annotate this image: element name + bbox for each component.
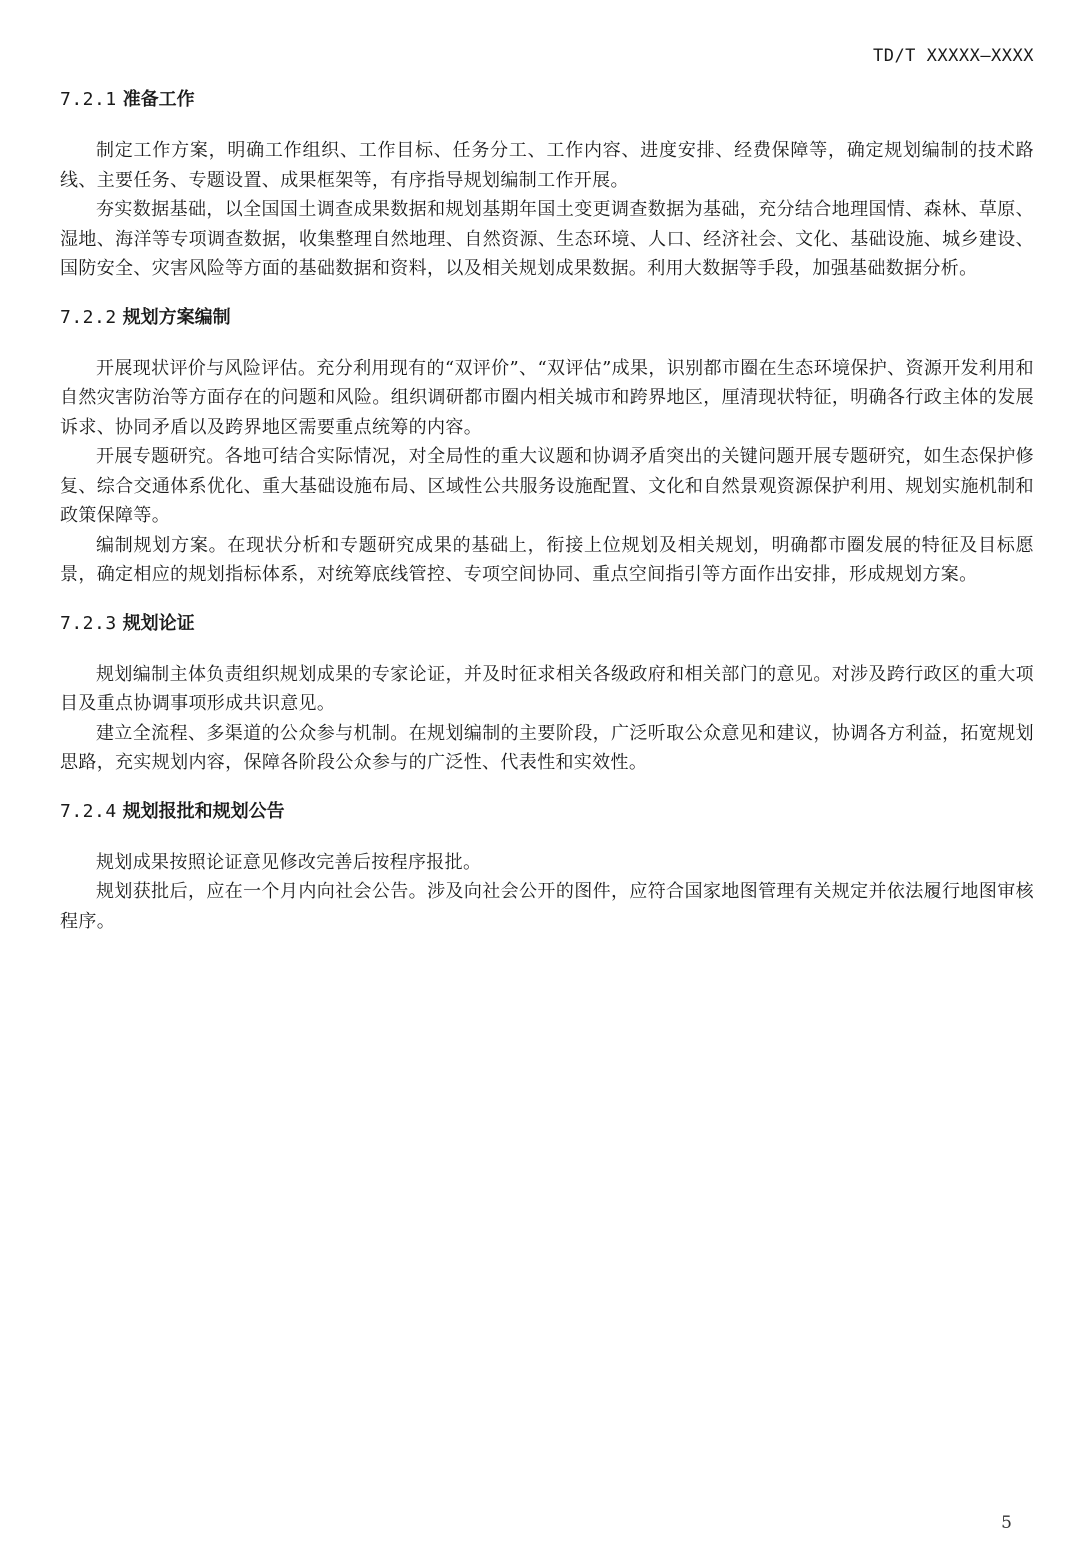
paragraph: 规划成果按照论证意见修改完善后按程序报批。 bbox=[96, 851, 482, 873]
section-7-2-1 bbox=[60, 84, 1034, 284]
section-7-2-3 bbox=[60, 608, 1034, 778]
paragraph: 开展现状评价与风险评估。充分利用现有的“双评价”、“双评估”成果，识别都市圈在生态环境保护、资源开发利用和自然灾害防治等方面存在的问题和风险。组织调研都市圈内相关城市和跨界地区，厘清现状特征，明确各行政主体的发展诉求、协同矛盾以及跨界地区需要重点统筹的内容。 bbox=[60, 357, 1034, 438]
paragraph: 建立全流程、多渠道的公众参与机制。在规划编制的主要阶段，广泛听取公众意见和建议，协调各方利益，拓宽规划思路，充实规划内容，保障各阶段公众参与的广泛性、代表性和实效性。 bbox=[60, 722, 1034, 773]
section-7-2-2 bbox=[60, 302, 1034, 590]
section-title: 规划方案编制 bbox=[122, 306, 231, 328]
section-number: 7.2.4 bbox=[60, 800, 117, 822]
section-heading bbox=[60, 796, 1034, 828]
section-title: 规划论证 bbox=[122, 612, 195, 634]
section-title: 规划报批和规划公告 bbox=[122, 800, 285, 822]
section-number: 7.2.1 bbox=[60, 89, 117, 110]
paragraph: 开展专题研究。各地可结合实际情况，对全局性的重大议题和协调矛盾突出的关键问题开展专题研究，如生态保护修复、综合交通体系优化、重大基础设施布局、区域性公共服务设施配置、文化和自然景观资源保护利用、规划实施机制和政策保障等。 bbox=[60, 446, 1034, 526]
section-7-2-4 bbox=[60, 796, 1034, 937]
page-number: 5 bbox=[1001, 1513, 1012, 1533]
section-number: 7.2.3 bbox=[60, 612, 117, 634]
section-heading bbox=[60, 84, 1034, 116]
document-code: TD/T XXXXX—XXXX bbox=[872, 46, 1034, 66]
section-number: 7.2.2 bbox=[60, 306, 117, 328]
document-body bbox=[60, 84, 1034, 936]
section-heading bbox=[60, 302, 1034, 334]
paragraph: 规划编制主体负责组织规划成果的专家论证，并及时征求相关各级政府和相关部门的意见。对涉及跨行政区的重大项目及重点协调事项形成共识意见。 bbox=[60, 663, 1034, 714]
paragraph: 编制规划方案。在现状分析和专题研究成果的基础上，衔接上位规划及相关规划，明确都市圈发展的特征及目标愿景，确定相应的规划指标体系，对统筹底线管控、专项空间协同、重点空间指引等方面作出安排，形成规划方案。 bbox=[60, 534, 1034, 585]
paragraph: 规划获批后，应在一个月内向社会公告。涉及向社会公开的图件，应符合国家地图管理有关规定并依法履行地图审核程序。 bbox=[60, 881, 1034, 932]
section-title: 准备工作 bbox=[122, 89, 195, 110]
paragraph: 夯实数据基础，以全国国土调查成果数据和规划基期年国土变更调查数据为基础，充分结合地理国情、森林、草原、湿地、海洋等专项调查数据，收集整理自然地理、自然资源、生态环境、人口、经济社会、文化、基础设施、城乡建设、国防安全、灾害风险等方面的基础数据和资料，以及相关规划成果数据。利用大数据等手段，加强基础数据分析。 bbox=[60, 199, 1034, 279]
paragraph: 制定工作方案，明确工作组织、工作目标、任务分工、工作内容、进度安排、经费保障等，确定规划编制的技术路线、主要任务、专题设置、成果框架等，有序指导规划编制工作开展。 bbox=[60, 140, 1034, 191]
section-heading bbox=[60, 608, 1034, 640]
